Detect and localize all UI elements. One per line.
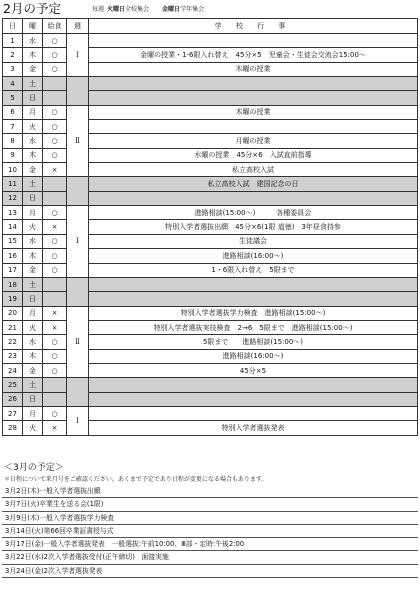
event-cell	[89, 191, 418, 205]
table-row	[3, 120, 418, 134]
event-cell: 1・6限入れ替え 5限まで	[89, 263, 418, 277]
weekday-cell: 土	[23, 77, 43, 91]
march-item: 3月24日(金)2次入学者選抜発表	[2, 565, 418, 578]
lunch-cell: ○	[43, 105, 67, 119]
event-cell: 金曜の授業・1-6限入れ替え 45分×5 児童会・生徒会交流会15:00〜	[89, 48, 418, 62]
lunch-cell: ○	[43, 34, 67, 48]
event-cell: 進路相談(16:00〜)	[89, 249, 418, 263]
march-item: 3月17日(金)一般入学者選抜発表 一般選抜:午前10:00、Ⅲ部・定時:午後2:00	[2, 538, 418, 551]
header-day: 日	[3, 19, 23, 34]
march-notice: ＊日程について来月号をご確認ください。あくまで予定であり日程が変更になる場合もあります。	[4, 476, 268, 483]
event-cell	[89, 120, 418, 134]
weekday-cell: 金	[23, 263, 43, 277]
lunch-cell: ○	[43, 363, 67, 377]
lunch-cell: ○	[43, 234, 67, 248]
day-cell: 5	[3, 91, 23, 105]
weekday-cell: 土	[23, 378, 43, 392]
table-row	[3, 177, 418, 191]
weekday-cell: 金	[23, 62, 43, 76]
weekday-cell: 火	[23, 320, 43, 334]
lunch-cell	[43, 378, 67, 392]
event-cell	[89, 378, 418, 392]
day-cell: 23	[3, 349, 23, 363]
weekday-cell: 水	[23, 134, 43, 148]
weekday-cell: 日	[23, 392, 43, 406]
week-number-cell	[67, 378, 89, 407]
weekday-cell: 水	[23, 234, 43, 248]
week-number-cell	[67, 77, 89, 106]
weekly-assembly-legend	[92, 5, 204, 15]
day-cell: 8	[3, 134, 23, 148]
page-title: 2月の予定	[3, 1, 61, 16]
weekday-cell: 水	[23, 335, 43, 349]
february-schedule-table	[2, 18, 418, 436]
lunch-cell: ○	[43, 263, 67, 277]
event-cell: 進路相談(16:00〜)	[89, 349, 418, 363]
legend-tuesday-value: 全校集会	[125, 6, 150, 13]
event-cell: 木曜の授業	[89, 62, 418, 76]
weekday-cell: 火	[23, 120, 43, 134]
march-list	[2, 485, 418, 578]
lunch-cell: ×	[43, 220, 67, 234]
table-row	[3, 263, 418, 277]
table-row	[3, 34, 418, 48]
week-number-cell: Ⅱ	[67, 105, 89, 177]
day-cell: 26	[3, 392, 23, 406]
day-cell: 28	[3, 421, 23, 435]
legend-each-week: 毎週	[92, 6, 105, 13]
table-row	[3, 378, 418, 392]
weekday-cell: 金	[23, 363, 43, 377]
day-cell: 17	[3, 263, 23, 277]
event-cell: 特別入学者選抜発表	[89, 421, 418, 435]
weekday-cell: 月	[23, 105, 43, 119]
weekday-cell: 月	[23, 406, 43, 420]
lunch-cell: ○	[43, 406, 67, 420]
lunch-cell	[43, 191, 67, 205]
table-header-row	[3, 19, 418, 34]
lunch-cell: ○	[43, 148, 67, 162]
weekday-cell: 木	[23, 249, 43, 263]
lunch-cell: ○	[43, 134, 67, 148]
day-cell: 25	[3, 378, 23, 392]
table-row	[3, 220, 418, 234]
event-cell: 特別入学者選抜学力検査 進路相談(15:00〜)	[89, 306, 418, 320]
day-cell: 7	[3, 120, 23, 134]
weekday-cell: 火	[23, 421, 43, 435]
lunch-cell: ×	[43, 421, 67, 435]
table-row	[3, 320, 418, 334]
event-cell: 生徒議会	[89, 234, 418, 248]
table-row	[3, 91, 418, 105]
table-row	[3, 392, 418, 406]
table-row	[3, 292, 418, 306]
lunch-cell	[43, 292, 67, 306]
day-cell: 1	[3, 34, 23, 48]
table-row	[3, 234, 418, 248]
lunch-cell: ○	[43, 62, 67, 76]
event-cell: 5限まで 進路相談(15:00〜)	[89, 335, 418, 349]
table-row	[3, 191, 418, 205]
table-row	[3, 421, 418, 435]
weekday-cell: 日	[23, 292, 43, 306]
lunch-cell: ○	[43, 48, 67, 62]
day-cell: 27	[3, 406, 23, 420]
table-row	[3, 77, 418, 91]
day-cell: 4	[3, 77, 23, 91]
table-row	[3, 306, 418, 320]
lunch-cell: ○	[43, 249, 67, 263]
table-row	[3, 62, 418, 76]
lunch-cell: ○	[43, 120, 67, 134]
event-cell	[89, 406, 418, 420]
lunch-cell	[43, 91, 67, 105]
header-week: 週	[67, 19, 89, 34]
legend-tuesday-label: 火曜日	[107, 6, 126, 13]
event-cell: 水曜の授業 45分×6 入試直前指導	[89, 148, 418, 162]
march-item: 3月14日(火)第66回卒業証書授与式	[2, 525, 418, 538]
day-cell: 18	[3, 277, 23, 291]
march-item: 3月22日(水)2次入学者選抜受付(正午締切) 面接実施	[2, 551, 418, 564]
week-number-cell: Ⅱ	[67, 306, 89, 378]
lunch-cell: ×	[43, 320, 67, 334]
day-cell: 22	[3, 335, 23, 349]
day-cell: 21	[3, 320, 23, 334]
table-row	[3, 249, 418, 263]
day-cell: 19	[3, 292, 23, 306]
week-number-cell: Ⅰ	[67, 34, 89, 77]
header-events: 学 校 行 事	[89, 19, 418, 34]
event-cell: 45分×5	[89, 363, 418, 377]
lunch-cell: ○	[43, 335, 67, 349]
weekday-cell: 火	[23, 220, 43, 234]
event-cell: 木曜の授業	[89, 105, 418, 119]
weekday-cell: 日	[23, 91, 43, 105]
day-cell: 14	[3, 220, 23, 234]
weekday-cell: 土	[23, 277, 43, 291]
header-lunch: 給食	[43, 19, 67, 34]
lunch-cell: ×	[43, 163, 67, 177]
week-number-cell	[67, 277, 89, 306]
weekday-cell: 月	[23, 206, 43, 220]
lunch-cell	[43, 277, 67, 291]
schedule-body	[3, 34, 418, 436]
day-cell: 3	[3, 62, 23, 76]
event-cell: 月曜の授業	[89, 134, 418, 148]
week-number-cell: Ⅰ	[67, 206, 89, 278]
table-row	[3, 206, 418, 220]
weekday-cell: 月	[23, 306, 43, 320]
lunch-cell	[43, 392, 67, 406]
table-row	[3, 105, 418, 119]
table-row	[3, 335, 418, 349]
day-cell: 11	[3, 177, 23, 191]
day-cell: 20	[3, 306, 23, 320]
page-header	[2, 1, 418, 17]
legend-friday-label: 金曜日	[162, 6, 181, 13]
day-cell: 2	[3, 48, 23, 62]
lunch-cell	[43, 77, 67, 91]
table-row	[3, 363, 418, 377]
week-number-cell: Ⅰ	[67, 406, 89, 435]
day-cell: 16	[3, 249, 23, 263]
day-cell: 9	[3, 148, 23, 162]
table-row	[3, 148, 418, 162]
legend-friday-value: 学年集会	[180, 6, 205, 13]
march-item: 3月2日(木)一般入学者選抜出願	[2, 485, 418, 498]
weekday-cell: 金	[23, 163, 43, 177]
day-cell: 6	[3, 105, 23, 119]
day-cell: 13	[3, 206, 23, 220]
lunch-cell: ×	[43, 306, 67, 320]
lunch-cell: ○	[43, 206, 67, 220]
weekday-cell: 木	[23, 148, 43, 162]
march-schedule	[2, 462, 418, 578]
weekday-cell: 木	[23, 48, 43, 62]
header-weekday: 曜	[23, 19, 43, 34]
event-cell: 進路相談(15:00〜) 各種委員会	[89, 206, 418, 220]
day-cell: 15	[3, 234, 23, 248]
lunch-cell: ○	[43, 349, 67, 363]
weekday-cell: 日	[23, 191, 43, 205]
event-cell	[89, 91, 418, 105]
march-item: 3月7日(火)卒業生を送る会(1限)	[2, 498, 418, 511]
table-row	[3, 163, 418, 177]
table-row	[3, 406, 418, 420]
week-number-cell	[67, 177, 89, 206]
event-cell: 特別入学者選抜実技検査 2→6 5限まで 進路相談(15:00〜)	[89, 320, 418, 334]
event-cell	[89, 34, 418, 48]
table-row	[3, 277, 418, 291]
event-cell	[89, 77, 418, 91]
weekday-cell: 木	[23, 349, 43, 363]
event-cell	[89, 277, 418, 291]
table-row	[3, 48, 418, 62]
march-title: ＜3月の予定＞	[4, 463, 64, 473]
lunch-cell	[43, 177, 67, 191]
march-item: 3月9日(木)一般入学者選抜学力検査	[2, 512, 418, 525]
event-cell: 私立高校入試	[89, 163, 418, 177]
table-row	[3, 134, 418, 148]
event-cell	[89, 392, 418, 406]
day-cell: 12	[3, 191, 23, 205]
event-cell: 私立高校入試 建国記念の日	[89, 177, 418, 191]
day-cell: 24	[3, 363, 23, 377]
event-cell	[89, 292, 418, 306]
event-cell: 特別入学者選抜出願 45分×6(1限 道徳) 3年昼食持参	[89, 220, 418, 234]
day-cell: 10	[3, 163, 23, 177]
weekday-cell: 水	[23, 34, 43, 48]
weekday-cell: 土	[23, 177, 43, 191]
table-row	[3, 349, 418, 363]
